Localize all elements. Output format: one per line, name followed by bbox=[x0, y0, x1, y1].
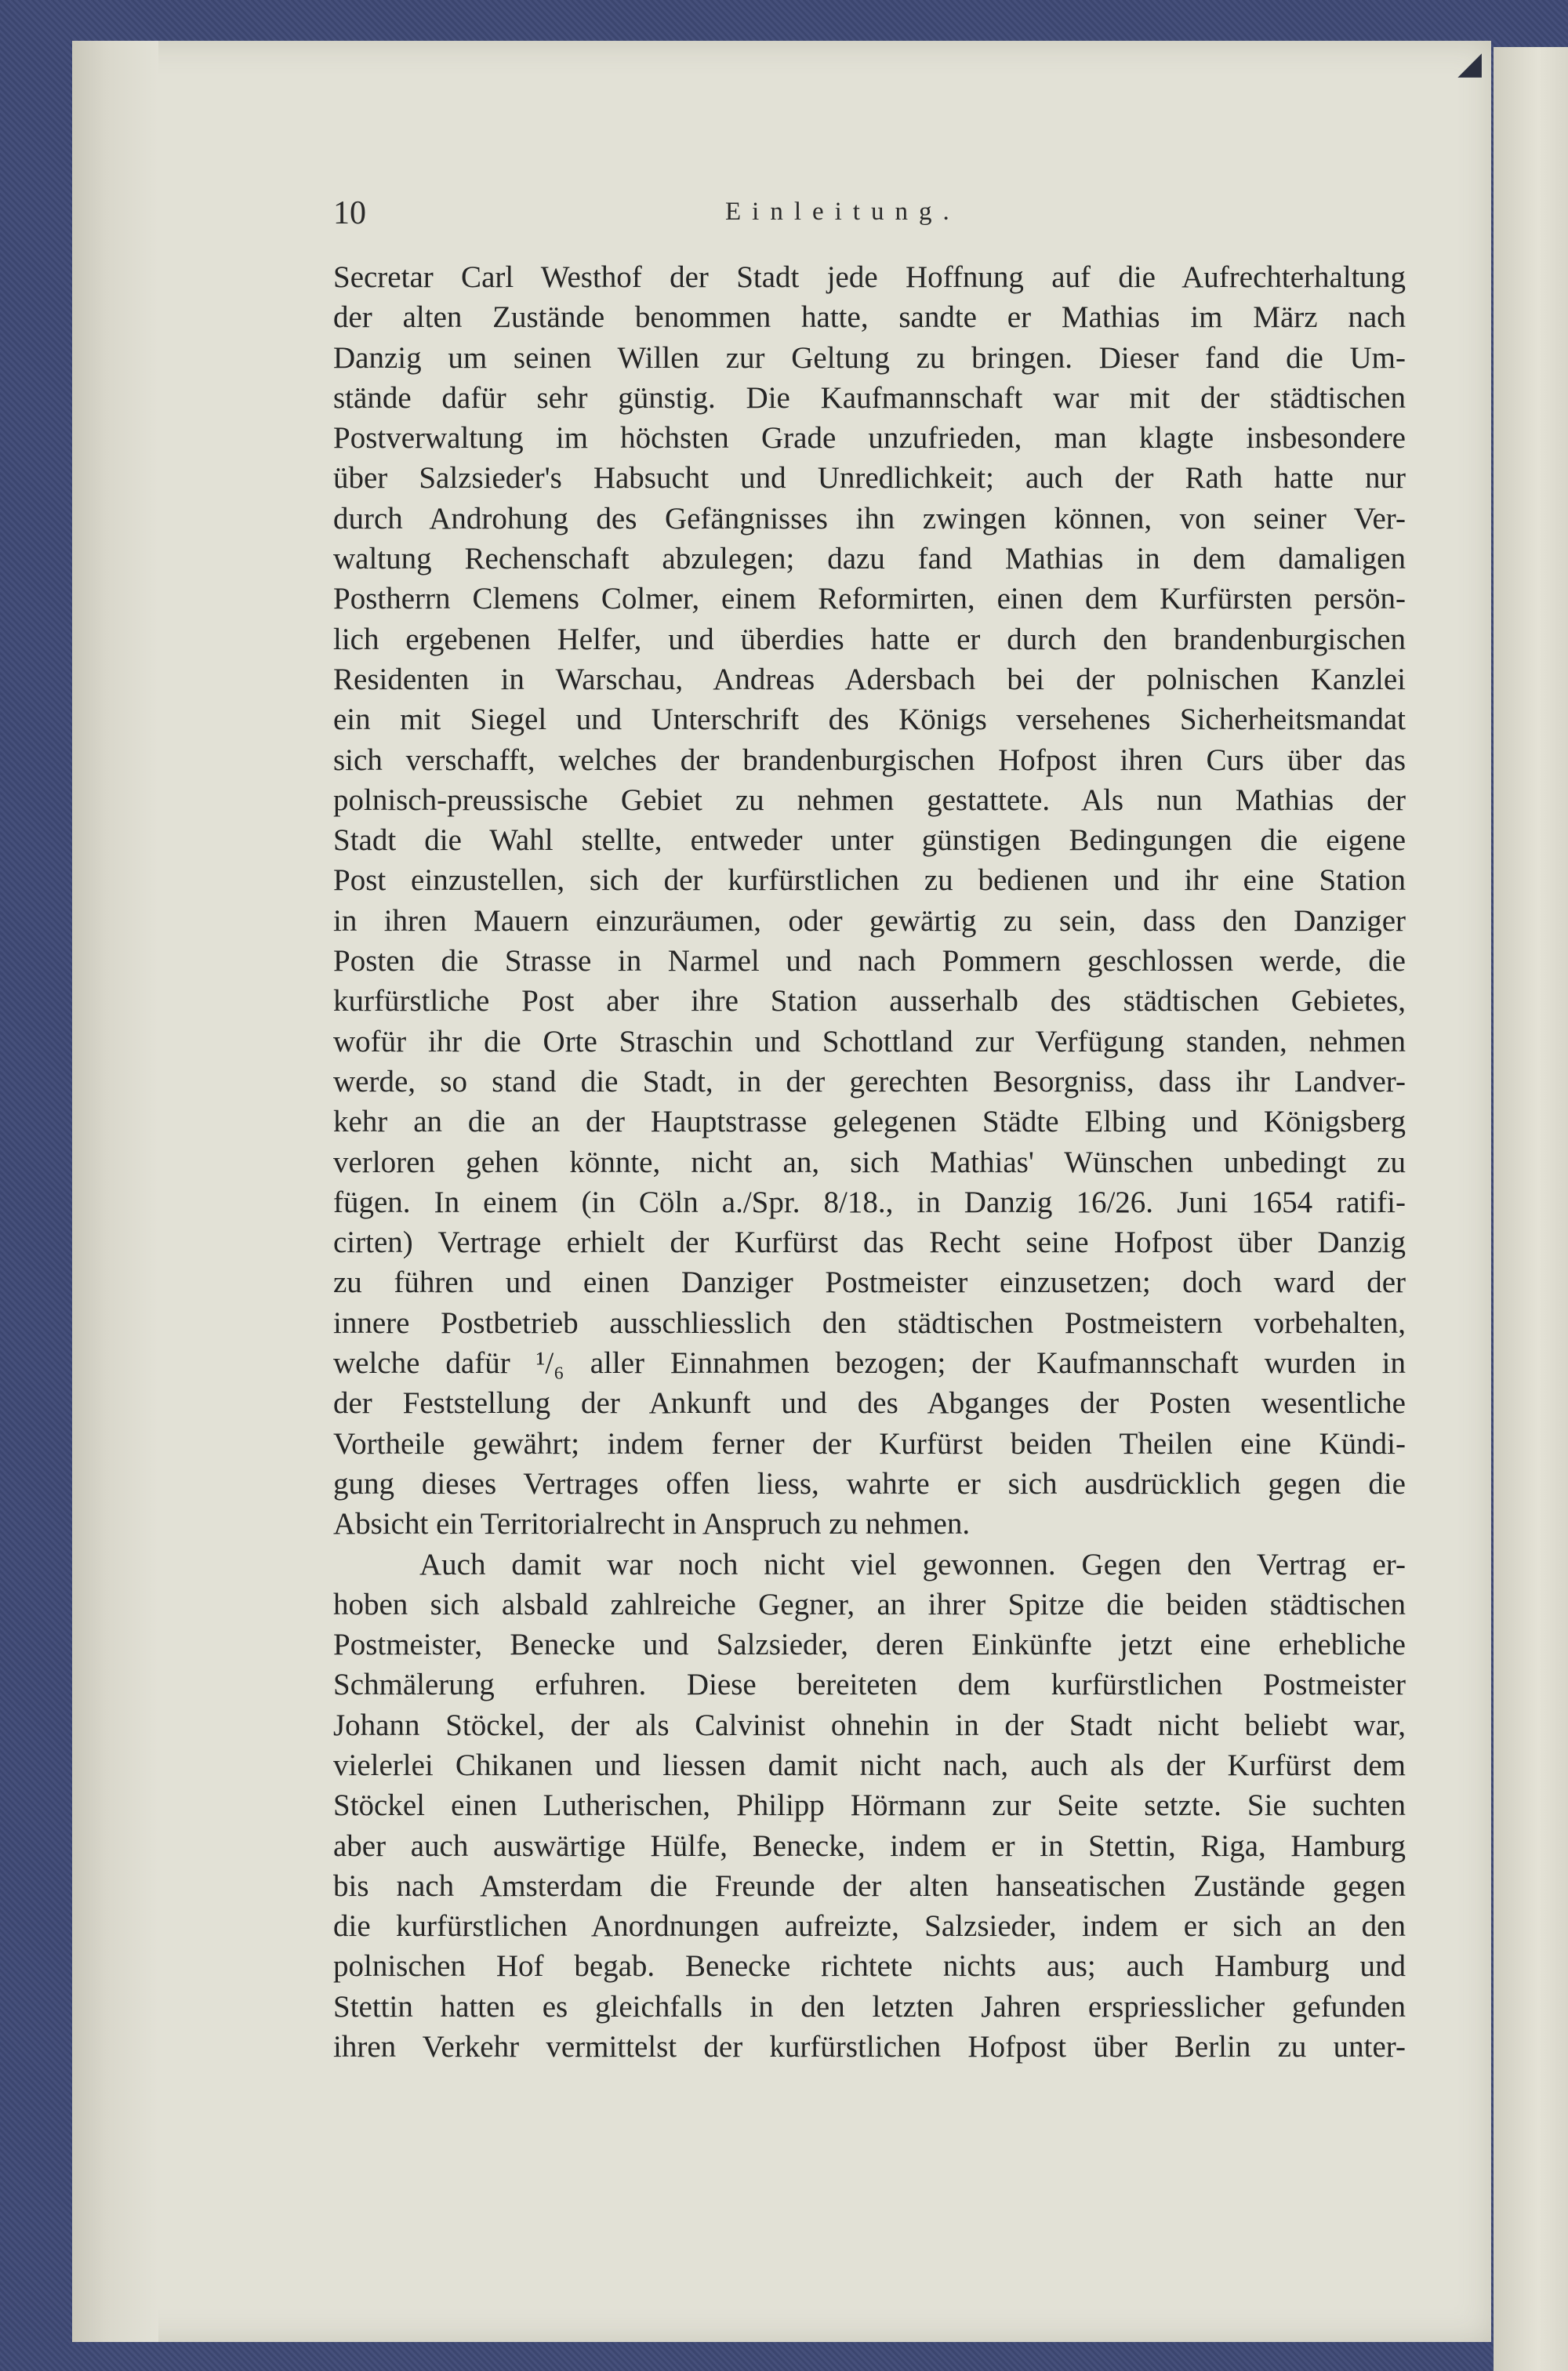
text-line: Residenten in Warschau, Andreas Adersbach bei der polnischen Kanzlei bbox=[333, 662, 1406, 696]
text-line: innere Postbetrieb ausschliesslich den städtischen Postmeistern vorbehalten, bbox=[333, 1305, 1406, 1340]
text-line: Post einzustellen, sich der kurfürstlichen zu bedienen und ihr eine Station bbox=[333, 863, 1406, 898]
text-line: kehr an die an der Hauptstrasse gelegenen Städte Elbing und Königsberg bbox=[333, 1105, 1406, 1139]
text-line: Posten die Strasse in Narmel und nach Pommern geschlossen werde, die bbox=[333, 944, 1406, 979]
text-line: durch Androhung des Gefängnisses ihn zwingen können, von seiner Ver- bbox=[333, 501, 1406, 536]
text-line: Vortheile gewährt; indem ferner der Kurfürst beiden Theilen eine Kündi- bbox=[333, 1426, 1406, 1461]
text-line: Postverwaltung im höchsten Grade unzufrieden, man klagte insbesondere bbox=[333, 421, 1406, 456]
running-head: Einleitung. bbox=[725, 198, 960, 226]
text-line: Absicht ein Territorialrecht in Anspruch zu nehmen. bbox=[333, 1507, 971, 1541]
text-line: der Feststellung der Ankunft und des Abganges der Posten wesentliche bbox=[333, 1386, 1406, 1421]
text-line: stände dafür sehr günstig. Die Kaufmannschaft war mit der städtischen bbox=[333, 380, 1406, 415]
text-line: kurfürstliche Post aber ihre Station ausserhalb des städtischen Gebietes, bbox=[333, 984, 1406, 1018]
corner-tear-icon: ◢ bbox=[1457, 45, 1482, 82]
text-line: Stöckel einen Lutherischen, Philipp Hörmann zur Seite setzte. Sie suchten bbox=[333, 1788, 1406, 1823]
text-line: cirten) Vertrage erhielt der Kurfürst das Recht seine Hofpost über Danzig bbox=[333, 1225, 1406, 1260]
text-line: werde, so stand die Stadt, in der gerechten Besorgniss, dass ihr Landver- bbox=[333, 1064, 1406, 1098]
text-line: Stettin hatten es gleichfalls in den letzten Jahren erspriesslicher gefunden bbox=[333, 1989, 1406, 2024]
text-line: aber auch auswärtige Hülfe, Benecke, indem er in Stettin, Riga, Hamburg bbox=[333, 1828, 1406, 1863]
text-line: der alten Zustände benommen hatte, sandte er Mathias im März nach bbox=[333, 300, 1406, 335]
text-line: Postherrn Clemens Colmer, einem Reformirten, einen dem Kurfürsten persön- bbox=[333, 582, 1406, 616]
text-line: verloren gehen könnte, nicht an, sich Mathias' Wünschen unbedingt zu bbox=[333, 1145, 1406, 1179]
text-line: sich verschafft, welches der brandenburgischen Hofpost ihren Curs über das bbox=[333, 743, 1406, 777]
text-line: Schmälerung erfuhren. Diese bereiteten dem kurfürstlichen Postmeister bbox=[333, 1668, 1406, 1702]
page-gutter bbox=[72, 41, 158, 2342]
text-line: Stadt die Wahl stellte, entweder unter günstigen Bedingungen die eigene bbox=[333, 823, 1406, 858]
text-line: gung dieses Vertrages offen liess, wahrte er sich ausdrücklich gegen die bbox=[333, 1466, 1406, 1501]
page-number: 10 bbox=[333, 195, 366, 231]
text-line: ein mit Siegel und Unterschrift des Königs versehenes Sicherheitsmandat bbox=[333, 703, 1406, 737]
text-line: lich ergebenen Helfer, und überdies hatte er durch den brandenburgischen bbox=[333, 622, 1406, 656]
text-line: Secretar Carl Westhof der Stadt jede Hoffnung auf die Aufrechterhaltung bbox=[333, 260, 1406, 294]
text-line: welche dafür ¹/₆ aller Einnahmen bezogen; der Kaufmannschaft wurden in bbox=[333, 1346, 1406, 1381]
text-line: hoben sich alsbald zahlreiche Gegner, an ihrer Spitze die beiden städtischen bbox=[333, 1587, 1406, 1621]
paragraph-container bbox=[333, 257, 1406, 2067]
page-header bbox=[333, 194, 1439, 241]
text-line: waltung Rechenschaft abzulegen; dazu fand Mathias in dem damaligen bbox=[333, 542, 1406, 576]
text-line: über Salzsieder's Habsucht und Unredlichkeit; auch der Rath hatte nur bbox=[333, 461, 1406, 496]
text-line: vielerlei Chikanen und liessen damit nicht nach, auch als der Kurfürst dem bbox=[333, 1748, 1406, 1782]
text-line: wofür ihr die Orte Straschin und Schottland zur Verfügung standen, nehmen bbox=[333, 1024, 1406, 1058]
next-page-edge bbox=[1494, 47, 1568, 2371]
text-line: Auch damit war noch nicht viel gewonnen. Gegen den Vertrag er- bbox=[419, 1547, 1406, 1581]
text-line: polnisch-preussische Gebiet zu nehmen gestattete. Als nun Mathias der bbox=[333, 782, 1406, 817]
text-line: die kurfürstlichen Anordnungen aufreizte, Salzsieder, indem er sich an den bbox=[333, 1909, 1406, 1944]
body-text bbox=[333, 257, 1406, 2067]
text-line: Danzig um seinen Willen zur Geltung zu bringen. Dieser fand die Um- bbox=[333, 340, 1406, 375]
text-line: ihren Verkehr vermittelst der kurfürstlichen Hofpost über Berlin zu unter- bbox=[333, 2030, 1406, 2064]
text-line: fügen. In einem (in Cöln a./Spr. 8/18., in Danzig 16/26. Juni 1654 ratifi- bbox=[333, 1185, 1406, 1219]
text-line: polnischen Hof begab. Benecke richtete nichts aus; auch Hamburg und bbox=[333, 1949, 1406, 1984]
text-line: Johann Stöckel, der als Calvinist ohnehin in der Stadt nicht beliebt war, bbox=[333, 1708, 1406, 1742]
text-line: bis nach Amsterdam die Freunde der alten hanseatischen Zustände gegen bbox=[333, 1868, 1406, 1903]
text-line: zu führen und einen Danziger Postmeister einzusetzen; doch ward der bbox=[333, 1265, 1406, 1300]
text-line: in ihren Mauern einzuräumen, oder gewärtig zu sein, dass den Danziger bbox=[333, 903, 1406, 938]
text-line: Postmeister, Benecke und Salzsieder, deren Einkünfte jetzt eine erhebliche bbox=[333, 1628, 1406, 1662]
